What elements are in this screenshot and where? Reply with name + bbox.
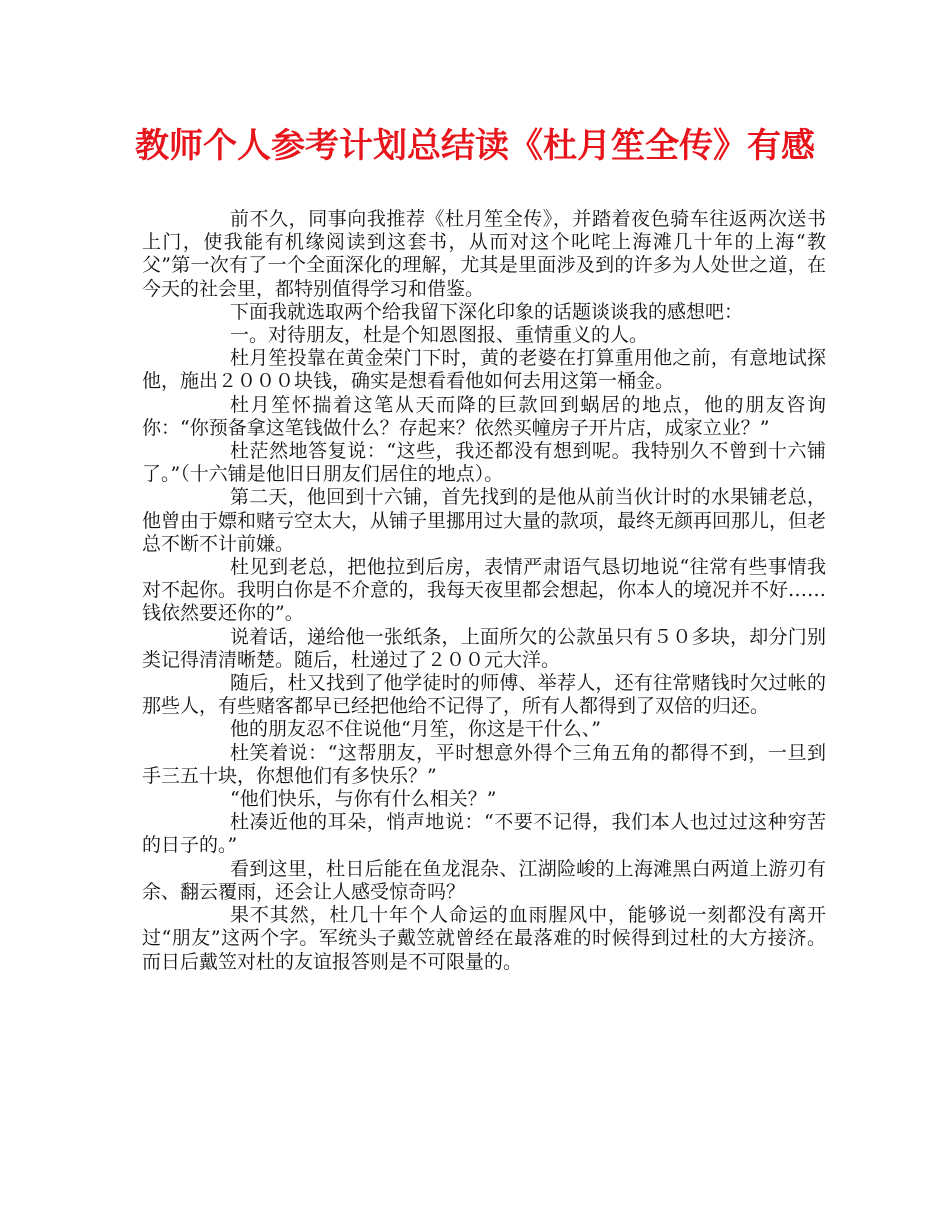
paragraph: 一。对待朋友，杜是个知恩图报、重情重义的人。 (230, 324, 649, 347)
paragraph: 杜茫然地答复说：“这些，我还都没有想到呢。我特别久不曾到十六铺了。”（十六铺是他旧日朋友们居住的地点）。 (142, 440, 826, 486)
paragraph: 果不其然，杜几十年个人命运的血雨腥风中，能够说一刻都没有离开过“朋友”这两个字。军统头子戴笠就曾经在最落难的时候得到过杜的大方接济。而日后戴笠对杜的友谊报答则是不可限量的。 (142, 904, 826, 973)
paragraph: 杜笑着说：“这帮朋友，平时想意外得个三角五角的都得不到，一旦到手三五十块，你想他们有多快乐？” (142, 741, 826, 787)
paragraph: “他们快乐，与你有什么相关？” (230, 788, 497, 811)
paragraph: 第二天，他回到十六铺，首先找到的是他从前当伙计时的水果铺老总，他曾由于嫖和赌亏空太大，从铺子里挪用过大量的款项，最终无颜再回那儿，但老总不断不计前嫌。 (142, 486, 827, 555)
paragraph: 杜月笙怀揣着这笔从天而降的巨款回到蜗居的地点，他的朋友咨询你：“你预备拿这笔钱做什么？存起来？依然买幢房子开片店，成家立业？” (142, 393, 826, 439)
paragraph: 下面我就选取两个给我留下深化印象的话题谈谈我的感想吧： (230, 300, 744, 323)
document-body (142, 208, 826, 974)
paragraph: 杜月笙投靠在黄金荣门下时，黄的老婆在打算重用他之前，有意地试探他，施出２０００块钱，确实是想看看他如何去用这第一桶金。 (142, 347, 826, 393)
paragraph: 杜见到老总，把他拉到后房，表情严肃语气恳切地说“往常有些事情我对不起你。我明白你是不介意的，我每天夜里都会想起，你本人的境况并不好……钱依然要还你的”。 (142, 556, 827, 625)
document-title: 教师个人参考计划总结读《杜月笙全传》有感 (135, 126, 815, 166)
paragraph: 他的朋友忍不住说他“月笙，你这是干什么、” (230, 718, 601, 741)
paragraph: 随后，杜又找到了他学徒时的师傅、举荐人，还有往常赌钱时欠过帐的那些人，有些赌客都早已经把他给不记得了，所有人都得到了双倍的归还。 (142, 672, 826, 718)
paragraph: 前不久，同事向我推荐《杜月笙全传》，并踏着夜色骑车往返两次送书上门，使我能有机缘阅读到这套书，从而对这个叱咤上海滩几十年的上海“教父”第一次有了一个全面深化的理解，尤其是里面涉及到的许多为人处世之道，在今天的社会里，都特别值得学习和借鉴。 (142, 208, 826, 300)
paragraph: 看到这里，杜日后能在鱼龙混杂、江湖险峻的上海滩黑白两道上游刃有余、翻云覆雨，还会让人感受惊奇吗？ (142, 857, 826, 903)
paragraph: 说着话，递给他一张纸条，上面所欠的公款虽只有５０多块，却分门别类记得清清晰楚。随后，杜递过了２００元大洋。 (142, 625, 826, 671)
paragraph: 杜凑近他的耳朵，悄声地说：“不要不记得，我们本人也过过这种穷苦的日子的。” (142, 811, 826, 857)
